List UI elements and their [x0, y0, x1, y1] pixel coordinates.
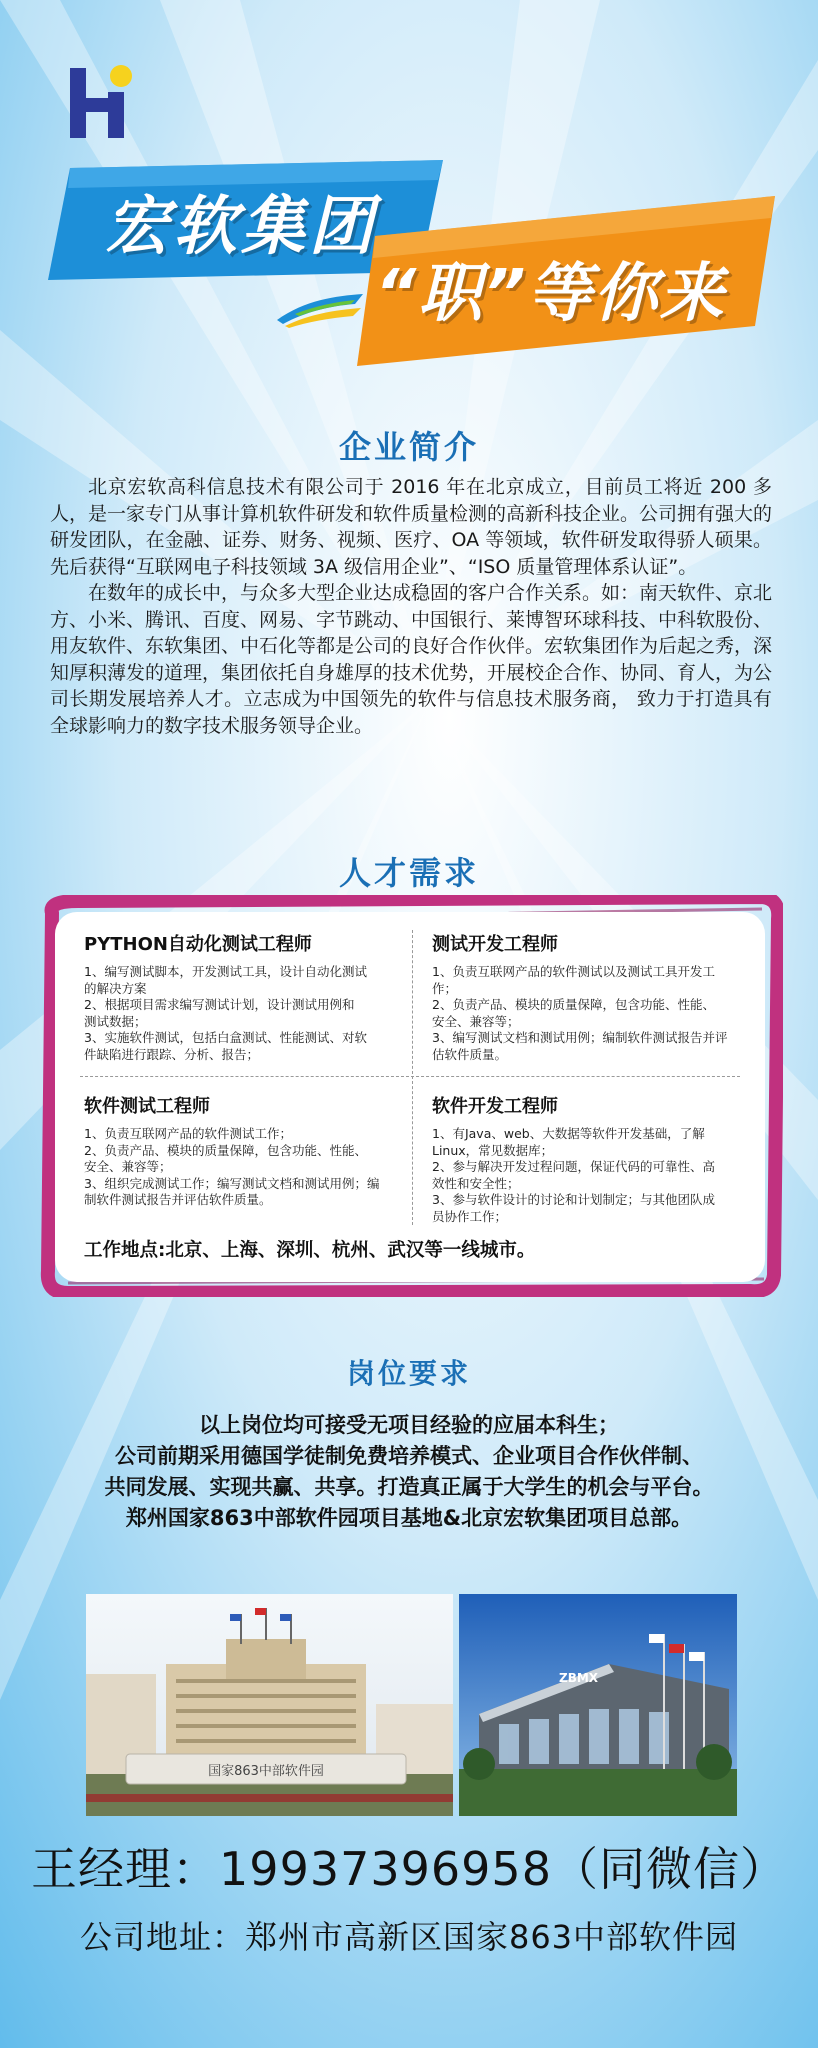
job-line: 2、参与解决开发过程问题，保证代码的可靠性、高: [432, 1159, 715, 1175]
job-divider-horizontal: [80, 1076, 740, 1077]
job-python-test-engineer: [84, 930, 409, 1064]
photo-office-building: [459, 1594, 737, 1816]
requirements-section-title: 岗位要求: [346, 1357, 471, 1390]
intro-section-title: 企业简介: [338, 428, 479, 466]
work-location: 工作地点:北京、上海、深圳、杭州、武汉等一线城市。: [84, 1240, 536, 1261]
job-line: 2、负责产品、模块的质量保障，包含功能、性能、: [84, 1142, 367, 1158]
job-line: 1、编写测试脚本，开发测试工具，设计自动化测试: [84, 964, 367, 979]
job-title: 软件开发工程师: [432, 1096, 558, 1117]
job-software-dev-engineer: [432, 1092, 762, 1226]
swoosh-decoration-icon: [275, 290, 365, 330]
job-line: 安全、兼容等；: [84, 1159, 172, 1175]
requirement-line-2: 公司前期采用德国学徒制免费培养模式、企业项目合作伙伴制、: [115, 1444, 703, 1468]
park-sign-text: 国家863中部软件园: [208, 1764, 324, 1779]
company-address: 公司地址：郑州市高新区国家863中部软件园: [79, 1918, 739, 1956]
job-line: 1、有Java、web、大数据等软件开发基础，了解: [432, 1126, 705, 1141]
job-software-test-engineer: [84, 1092, 409, 1209]
job-line: 2、根据项目需求编写测试计划，设计测试用例和: [84, 997, 355, 1013]
job-title: 测试开发工程师: [432, 934, 558, 955]
intro-text: [50, 474, 772, 739]
job-line: 的解决方案: [84, 980, 147, 996]
intro-paragraph-1: 北京宏软高科信息技术有限公司于 2016 年在北京成立，目前员工将近 200 多人，是一家专门从事计算机软件研发和软件质量检测的高新科技企业。公司拥有强大的研发团队，在金融、证券、财务、视频、医疗、OA 等领域，软件研发取得骄人硕果。先后获得“互联网电子科技领域 3A 级信用企业”、“ISO 质量管理体系认证”。: [50, 476, 773, 578]
job-line: 3、参与软件设计的讨论和计划制定；与其他团队成: [432, 1192, 715, 1208]
job-line: Linux，常见数据库；: [432, 1142, 554, 1158]
requirement-line-3: 共同发展、实现共赢、共享。打造真正属于大学生的机会与平台。: [104, 1475, 714, 1499]
job-test-dev-engineer: [432, 930, 762, 1064]
software-park-illustration: [86, 1594, 453, 1816]
contact-phone: 王经理：19937396958（同微信）: [31, 1842, 787, 1896]
company-logo-icon: [68, 62, 138, 140]
job-line: 测试数据；: [84, 1013, 147, 1029]
job-line: 员协作工作；: [432, 1208, 508, 1224]
job-line: 3、编写测试文档和测试用例；编制软件测试报告并评: [432, 1030, 728, 1046]
company-name-title: 宏软集团: [105, 190, 377, 264]
job-line: 1、负责互联网产品的软件测试工作；: [84, 1126, 292, 1141]
talent-section-title: 人才需求: [338, 854, 479, 892]
requirement-line-1: 以上岗位均可接受无项目经验的应届本科生；: [199, 1413, 619, 1437]
job-title: 软件测试工程师: [84, 1096, 210, 1117]
job-line: 作；: [432, 980, 458, 996]
job-divider-vertical: [412, 930, 413, 1225]
job-title: PYTHON自动化测试工程师: [84, 934, 312, 955]
office-building-illustration: [459, 1594, 737, 1816]
job-line: 1、负责互联网产品的软件测试以及测试工具开发工: [432, 964, 715, 979]
job-line: 2、负责产品、模块的质量保障，包含功能、性能、: [432, 997, 715, 1013]
photo-software-park-sign: [86, 1594, 453, 1816]
job-line: 3、实施软件测试，包括白盒测试、性能测试、对软: [84, 1030, 367, 1046]
job-line: 效性和安全性；: [432, 1175, 520, 1191]
job-line: 件缺陷进行跟踪、分析、报告；: [84, 1046, 260, 1062]
building-sign-text: ZBMX: [559, 1671, 599, 1685]
job-line: 制软件测试报告并评估软件质量。: [84, 1192, 272, 1208]
job-line: 安全、兼容等；: [432, 1013, 520, 1029]
requirement-line-4: 郑州国家863中部软件园项目基地&北京宏软集团项目总部。: [125, 1506, 693, 1530]
job-line: 3、组织完成测试工作；编写测试文档和测试用例；编: [84, 1175, 380, 1191]
slogan-title: “职”等你来: [375, 257, 726, 331]
job-line: 估软件质量。: [432, 1046, 508, 1062]
intro-paragraph-2: 在数年的成长中，与众多大型企业达成稳固的客户合作关系。如：南天软件、京北方、小米、腾讯、百度、网易、字节跳动、中国银行、莱博智环球科技、中科软股份、用友软件、东软集团、中石化等都是公司的良好合作伙伴。宏软集团作为后起之秀，深知厚积薄发的道理，集团依托自身雄厚的技术优势，开展校企合作、协同、育人，为公司长期发展培养人才。立志成为中国领先的软件与信息技术服务商， 致力于打造具有全球影响力的数字技术服务领导企业。: [50, 582, 773, 737]
